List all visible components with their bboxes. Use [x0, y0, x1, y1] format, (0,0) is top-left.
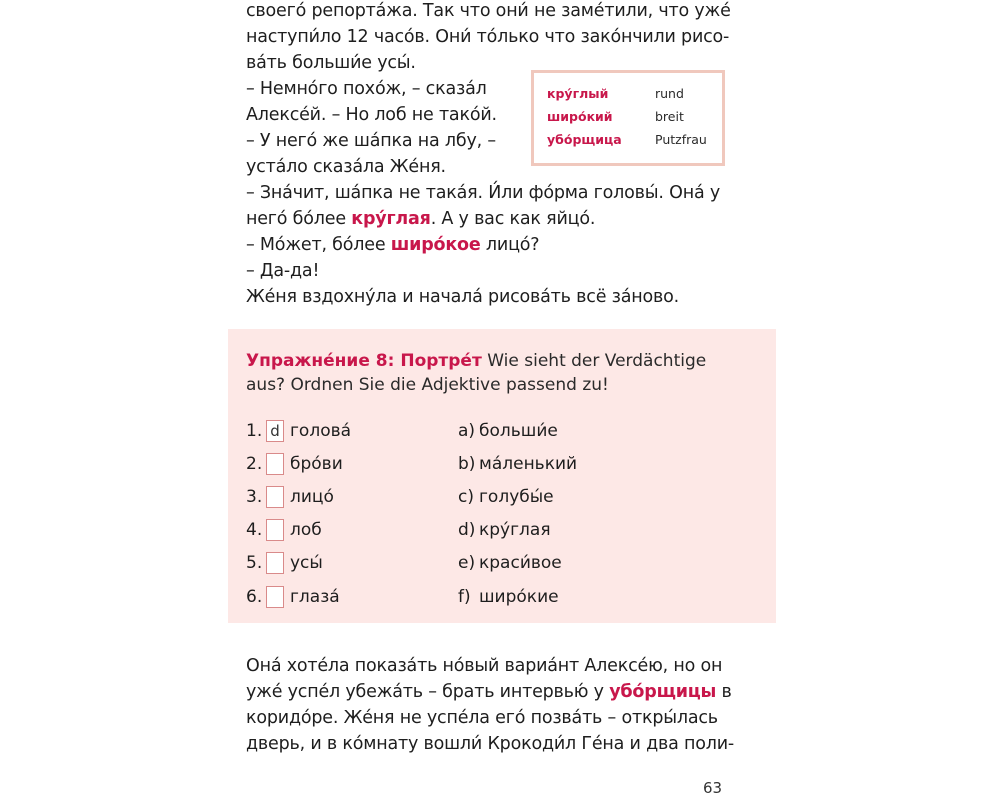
- answer-box[interactable]: [266, 486, 284, 508]
- exercise-title: [246, 349, 746, 397]
- story-line: дверь, и в ко́мнату вошли́ Крокоди́л Ге́на и два поли-: [246, 734, 735, 754]
- adjective: кру́глая: [479, 520, 551, 540]
- story-line: Она́ хоте́ла показа́ть но́вый вариа́нт Алексе́ю, но он: [246, 656, 723, 676]
- story-line: уста́ло сказа́ла Же́ня.: [246, 157, 446, 177]
- story-line: уже́ успе́л убежа́ть – брать интервью́ у убо́рщицы в: [246, 682, 732, 702]
- noun: лицо́: [290, 487, 334, 507]
- option-letter: c): [458, 487, 474, 507]
- adjective: краси́вое: [479, 553, 562, 573]
- adjective: больши́е: [479, 421, 558, 441]
- highlight-word: широ́кое: [390, 235, 481, 255]
- story-line: него́ бо́лее кру́глая. А у вас как яйцо́.: [246, 209, 596, 229]
- exercise-panel: [228, 329, 776, 623]
- exercise-row: [228, 519, 768, 541]
- noun: глаза́: [290, 587, 340, 607]
- vocab-entry: [547, 108, 717, 126]
- vocab-german: Putzfrau: [655, 132, 707, 147]
- noun: лоб: [290, 520, 322, 540]
- page-number: 63: [703, 779, 723, 797]
- exercise-row: [228, 586, 768, 608]
- noun: бро́ви: [290, 454, 343, 474]
- story-line: своего́ репорта́жа. Так что они́ не заме́тили, что уже́: [246, 1, 731, 21]
- story-line: наступи́ло 12 часо́в. Они́ то́лько что зако́нчили рисо-: [246, 27, 730, 47]
- option-letter: b): [458, 454, 476, 474]
- story-line: – Зна́чит, ша́пка не така́я. И́ли фо́рма головы́. Она́ у: [246, 183, 720, 203]
- option-letter: d): [458, 520, 476, 540]
- exercise-row: [228, 552, 768, 574]
- item-number: 6.: [246, 587, 263, 607]
- exercise-row: [228, 486, 768, 508]
- adjective: голубы́е: [479, 487, 554, 507]
- story-line: Же́ня вздохну́ла и начала́ рисова́ть всё за́ново.: [246, 287, 679, 307]
- highlight-word: кру́глая: [351, 209, 431, 229]
- story-line: – У него́ же ша́пка на лбу, –: [246, 131, 496, 151]
- story-line: – Мо́жет, бо́лее широ́кое лицо́?: [246, 235, 540, 255]
- story-line: – Да-да!: [246, 261, 320, 281]
- vocab-german: rund: [655, 86, 684, 101]
- answer-box[interactable]: d: [266, 420, 284, 442]
- vocab-russian: широ́кий: [547, 109, 613, 124]
- noun: голова́: [290, 421, 352, 441]
- option-letter: e): [458, 553, 476, 573]
- answer-box[interactable]: [266, 519, 284, 541]
- vocab-russian: кру́глый: [547, 86, 609, 101]
- story-line: коридо́ре. Же́ня не успе́ла его́ позва́ть – откры́лась: [246, 708, 718, 728]
- vocab-entry: [547, 85, 717, 103]
- item-number: 1.: [246, 421, 263, 441]
- option-letter: f): [458, 587, 471, 607]
- answer-box[interactable]: [266, 552, 284, 574]
- vocab-entry: [547, 131, 717, 149]
- exercise-heading: Упражне́ние 8: Портре́т: [246, 351, 482, 371]
- adjective: ма́ленький: [479, 454, 578, 474]
- vocabulary-box: [531, 70, 725, 166]
- item-number: 4.: [246, 520, 263, 540]
- exercise-row: [228, 420, 768, 442]
- answer-box[interactable]: [266, 453, 284, 475]
- exercise-row: [228, 453, 768, 475]
- item-number: 5.: [246, 553, 263, 573]
- vocab-russian: убо́рщица: [547, 132, 622, 147]
- item-number: 2.: [246, 454, 263, 474]
- option-letter: a): [458, 421, 476, 441]
- vocab-german: breit: [655, 109, 684, 124]
- story-line: ва́ть больши́е усы́.: [246, 53, 416, 73]
- story-line: Алексе́й. – Но лоб не тако́й.: [246, 105, 497, 125]
- story-line: – Немно́го похо́ж, – сказа́л: [246, 79, 487, 99]
- item-number: 3.: [246, 487, 263, 507]
- exercise-instruction: Wie sieht der Verdächtige aus? Ordnen Sie die Adjektive passend zu!: [246, 351, 707, 395]
- adjective: широ́кие: [479, 587, 559, 607]
- answer-box[interactable]: [266, 586, 284, 608]
- highlight-word: убо́рщицы: [609, 682, 717, 702]
- noun: усы́: [290, 553, 323, 573]
